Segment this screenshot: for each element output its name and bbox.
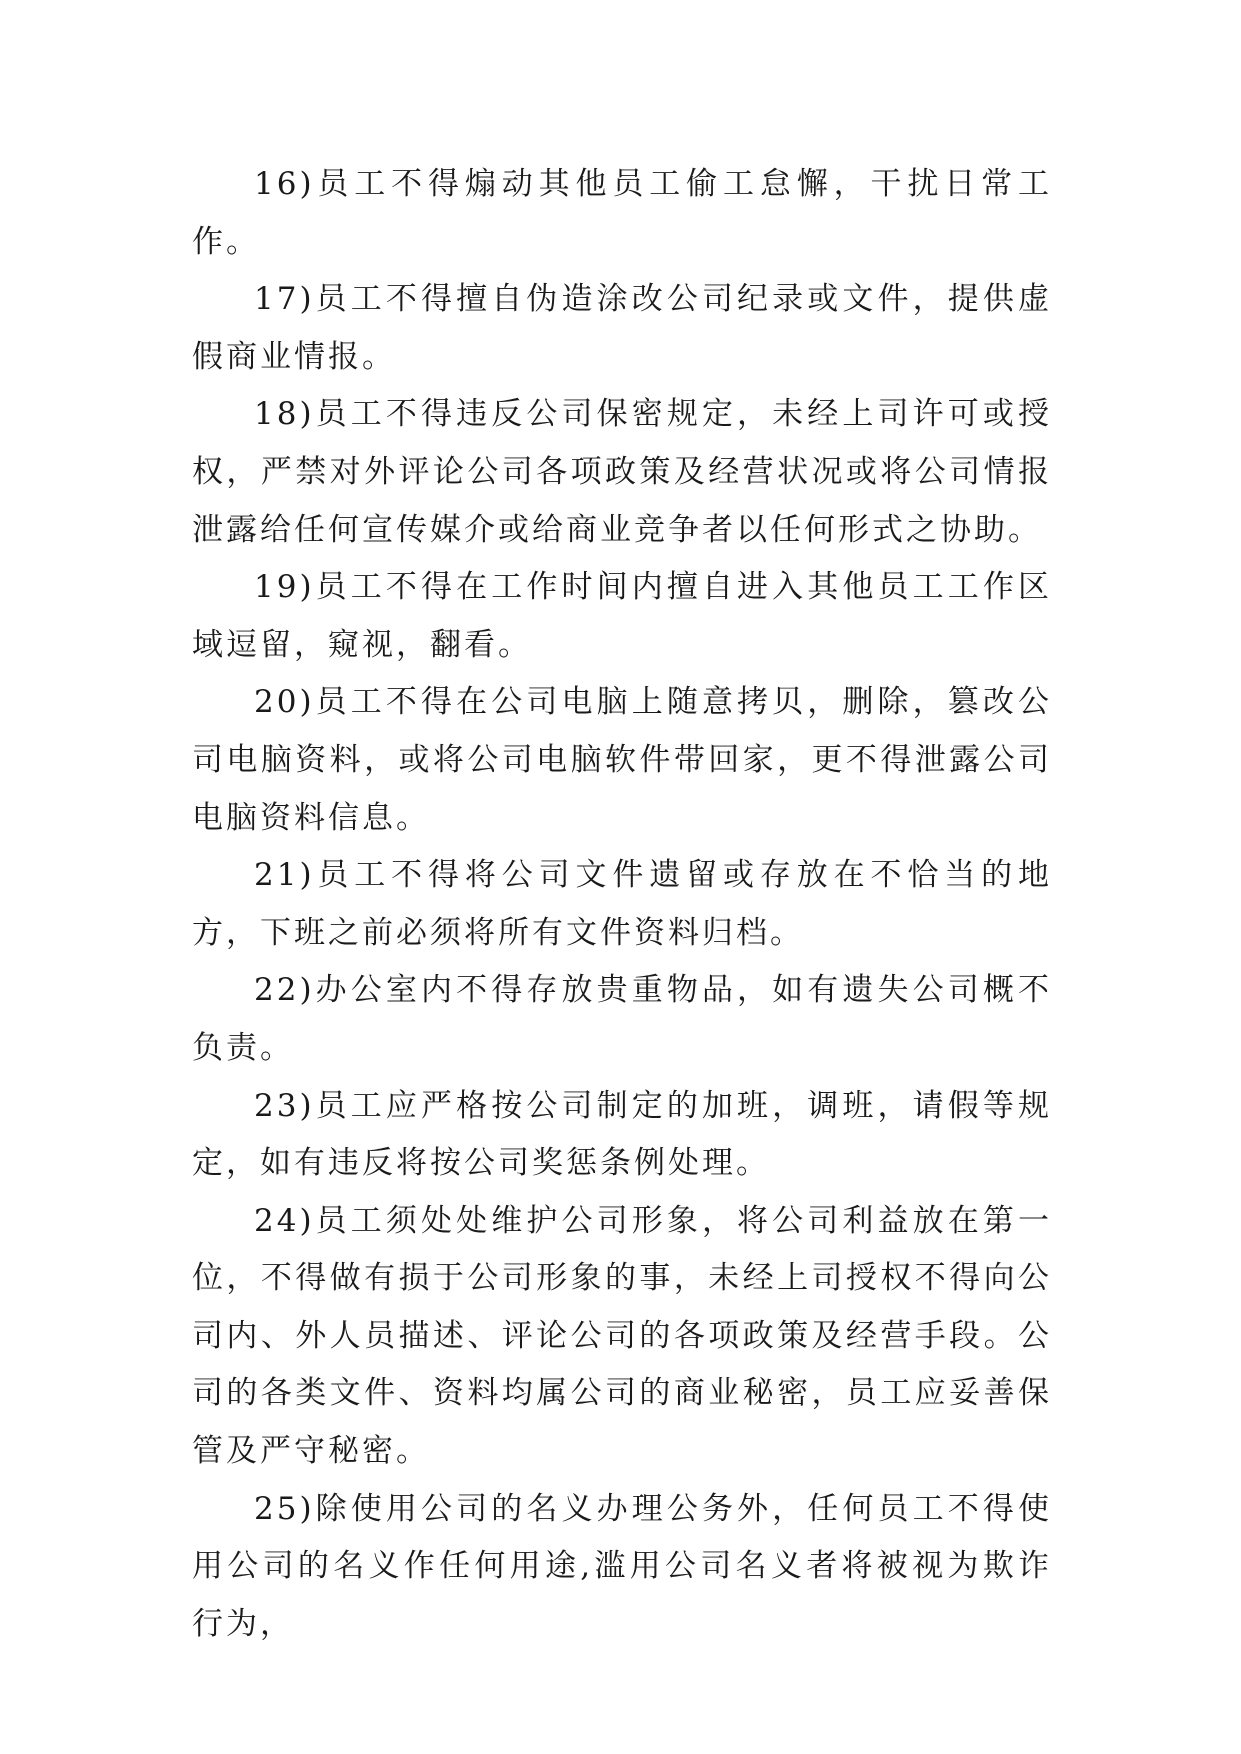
paragraph-24: 24)员工须处处维护公司形象，将公司利益放在第一位，不得做有损于公司形象的事，未经上司授权不得向公司内、外人员描述、评论公司的各项政策及经营手段。公司的各类文件、资料均属公司的商业秘密，员工应妥善保管及严守秘密。 bbox=[192, 1202, 1052, 1470]
paragraph-23: 23)员工应严格按公司制定的加班，调班，请假等规定，如有违反将按公司奖惩条例处理。 bbox=[192, 1087, 1052, 1182]
paragraph-22: 22)办公室内不得存放贵重物品，如有遗失公司概不负责。 bbox=[192, 972, 1052, 1066]
paragraph-20: 20)员工不得在公司电脑上随意拷贝，删除，篡改公司电脑资料，或将公司电脑软件带回家，更不得泄露公司电脑资料信息。 bbox=[192, 684, 1052, 836]
document-body bbox=[192, 156, 1052, 1653]
paragraph-19: 19)员工不得在工作时间内擅自进入其他员工工作区域逗留，窥视，翻看。 bbox=[192, 569, 1052, 663]
paragraph-16: 16)员工不得煽动其他员工偷工怠懈，干扰日常工作。 bbox=[192, 166, 1052, 260]
paragraph-18: 18)员工不得违反公司保密规定，未经上司许可或授权，严禁对外评论公司各项政策及经营状况或将公司情报泄露给任何宣传媒介或给商业竞争者以任何形式之协助。 bbox=[192, 396, 1052, 548]
paragraph-17: 17)员工不得擅自伪造涂改公司纪录或文件，提供虚假商业情报。 bbox=[192, 281, 1052, 375]
paragraph-25: 25)除使用公司的名义办理公务外，任何员工不得使用公司的名义作任何用途,滥用公司名义者将被视为欺诈行为， bbox=[192, 1490, 1052, 1642]
paragraph-21: 21)员工不得将公司文件遗留或存放在不恰当的地方，下班之前必须将所有文件资料归档。 bbox=[192, 857, 1052, 951]
